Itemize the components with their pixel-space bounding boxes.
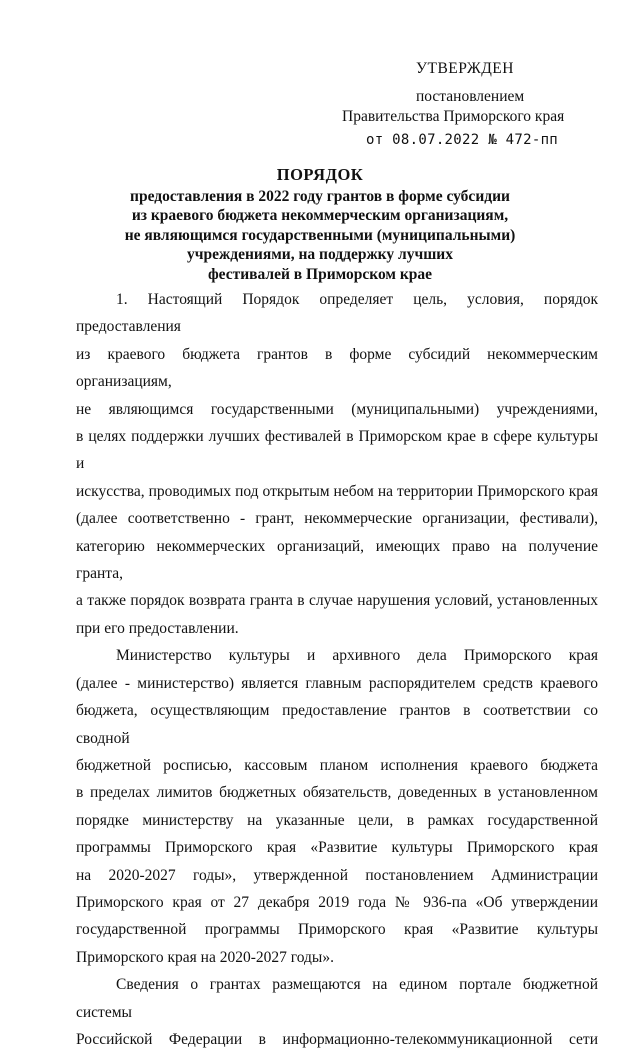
approval-date-number-stamp: от 08.07.2022 № 472-пп xyxy=(366,132,559,148)
heading-line: фестивалей в Приморском крае xyxy=(207,265,433,283)
approval-line-government: Правительства Приморского края xyxy=(342,108,565,125)
document-body xyxy=(76,286,598,1053)
text-line: не являющимся государственными (муниципальными) учреждениями, xyxy=(76,400,598,418)
heading-line: из краевого бюджета некоммерческим организациям, xyxy=(131,207,509,224)
approval-block xyxy=(340,60,600,148)
text-line: в пределах лимитов бюджетных обязательств, доведенных в установленном xyxy=(76,784,598,802)
text-line: программы Приморского края «Развитие культуры Приморского края xyxy=(76,839,598,857)
heading-line: учреждениями, на поддержку лучших xyxy=(187,246,453,263)
text-line: Российской Федерации в информационно-телекоммуникационной сети xyxy=(76,1030,598,1048)
paragraph-3 xyxy=(76,971,598,1053)
paragraph-2 xyxy=(76,642,598,971)
text-line: бюджета, осуществляющим предоставление грантов в соответствии со сводной xyxy=(76,702,598,747)
text-line: бюджетной росписью, кассовым планом исполнения краевого бюджета xyxy=(76,756,598,774)
heading-line: не являющимся государственными (муниципальными) xyxy=(124,226,516,244)
text-line: в целях поддержки лучших фестивалей в Приморском крае в сфере культуры и xyxy=(76,428,598,473)
text-line: а также порядок возврата гранта в случае нарушения условий, установленных xyxy=(76,592,598,610)
text-line: при его предоставлении. xyxy=(76,619,239,637)
approval-line-resolution: постановлением xyxy=(416,88,525,105)
text-line: категорию некоммерческих организаций, имеющих право на получение гранта, xyxy=(76,537,598,583)
text-line: Сведения о грантах размещаются на едином портале бюджетной системы xyxy=(76,976,598,1021)
text-line: государственной программы Приморского края «Развитие культуры xyxy=(76,921,598,939)
text-line: Приморского края на 2020-2027 годы». xyxy=(76,948,334,966)
text-line: искусства, проводимых под открытым небом на территории Приморского края xyxy=(76,482,598,500)
document-heading xyxy=(60,165,580,284)
text-line: порядке министерству на указанные цели, в рамках государственной xyxy=(76,811,598,829)
paragraph-1 xyxy=(76,286,598,642)
text-line: Министерство культуры и архивного дела Приморского края xyxy=(116,647,598,665)
text-line: из краевого бюджета грантов в форме субсидий некоммерческим организациям, xyxy=(76,345,598,391)
text-line: (далее соответственно - грант, некоммерческие организации, фестивали), xyxy=(76,510,598,528)
text-line: на 2020-2027 годы», утвержденной постановлением Администрации xyxy=(76,866,598,884)
text-line: (далее - министерство) является главным распорядителем средств краевого xyxy=(76,674,598,692)
heading-title: ПОРЯДОК xyxy=(276,165,364,184)
approval-title: УТВЕРЖДЕН xyxy=(416,60,514,77)
heading-line: предоставления в 2022 году грантов в форме субсидии xyxy=(130,187,510,205)
text-line: 1. Настоящий Порядок определяет цель, условия, порядок предоставления xyxy=(76,291,598,336)
text-line: Приморского края от 27 декабря 2019 года № 936-па «Об утверждении xyxy=(76,893,598,911)
